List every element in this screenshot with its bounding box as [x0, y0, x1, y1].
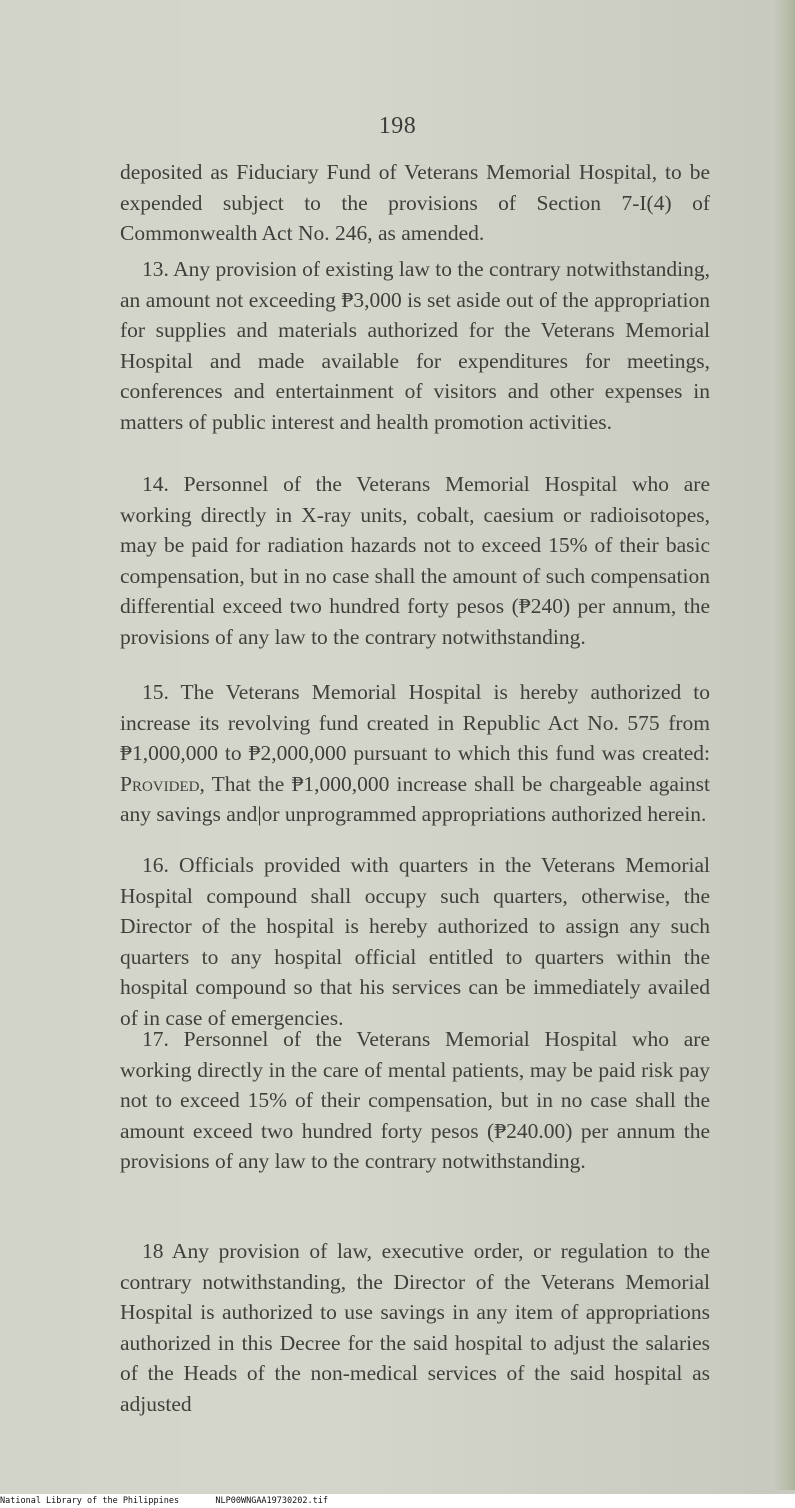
paragraph-15 — [120, 677, 710, 830]
page-edge-shadow — [773, 0, 795, 1490]
page-number: 198 — [378, 113, 417, 139]
footer-file-name: NLP00WNGAA19730202.tif — [215, 1496, 328, 1506]
proviso-keyword: Provided — [120, 771, 200, 796]
paragraph-16: 16. Officials provided with quarters in the Veterans Memorial Hospital compound shall occupy such quarters, otherwise, the Director of the hospital is hereby authorized to assign any such quarters to any hospital official entitled to quarters within the hospital compound so that his services can be immediately availed of in case of emergencies. — [120, 853, 710, 1030]
paragraph-17: 17. Personnel of the Veterans Memorial Hospital who are working directly in the care of mental patients, may be paid risk pay not to exceed 15% of their compensation, but in no case shall the amount exceed two hundred forty pesos (₱240.00) per annum the provisions of any law to the contrary notwithstanding. — [120, 1027, 710, 1174]
para-14-block — [120, 469, 710, 653]
paragraph-18: 18 Any provision of law, executive order, or regulation to the contrary notwithstanding, the Director of the Veterans Memorial Hospital is authorized to use savings in any item of appropriations authorized in this Decree for the said hospital to adjust the salaries of the Heads of the non-medical services of the said hospital as adjusted — [120, 1239, 710, 1416]
paragraph-continuation: deposited as Fiduciary Fund of Veterans Memorial Hospital, to be expended subject to the provisions of Section 7-I(4) of Commonwealth Act No. 246, as amended. — [120, 160, 710, 246]
para-13-block — [120, 254, 710, 438]
paragraph-15-text-before: 15. The Veterans Memorial Hospital is hereby authorized to increase its revolving fund created in Republic Act No. 575 from ₱1,000,000 to ₱2,000,000 pursuant to which this fund was created: — [120, 680, 710, 766]
para-17-block — [120, 1024, 710, 1177]
para-15-block — [120, 677, 710, 830]
scan-footer — [0, 1494, 795, 1508]
paragraph-14: 14. Personnel of the Veterans Memorial Hospital who are working directly in X-ray units, cobalt, caesium or radioisotopes, may be paid for radiation hazards not to exceed 15% of their basic compensation, but in no case shall the amount of such compensation differential exceed two hundred forty pesos (₱240) per annum, the provisions of any law to the contrary notwithstanding. — [120, 472, 710, 649]
paragraph-13: 13. Any provision of existing law to the contrary notwithstanding, an amount not exceeding ₱3,000 is set aside out of the appropriation for supplies and materials authorized for the Veterans Memorial Hospital and made available for expenditures for meetings, conferences and entertainment of visitors and other expenses in matters of public interest and health promotion activities. — [120, 257, 710, 434]
para-16-block — [120, 850, 710, 1034]
footer-library-name: National Library of the Philippines — [0, 1496, 180, 1506]
paragraph-15-text-after: , That the ₱1,000,000 increase shall be chargeable against any savings and|or unprogrammed appropriations authorized herein. — [120, 771, 710, 827]
para-continuation-block — [120, 157, 710, 249]
para-18-block — [120, 1236, 710, 1420]
